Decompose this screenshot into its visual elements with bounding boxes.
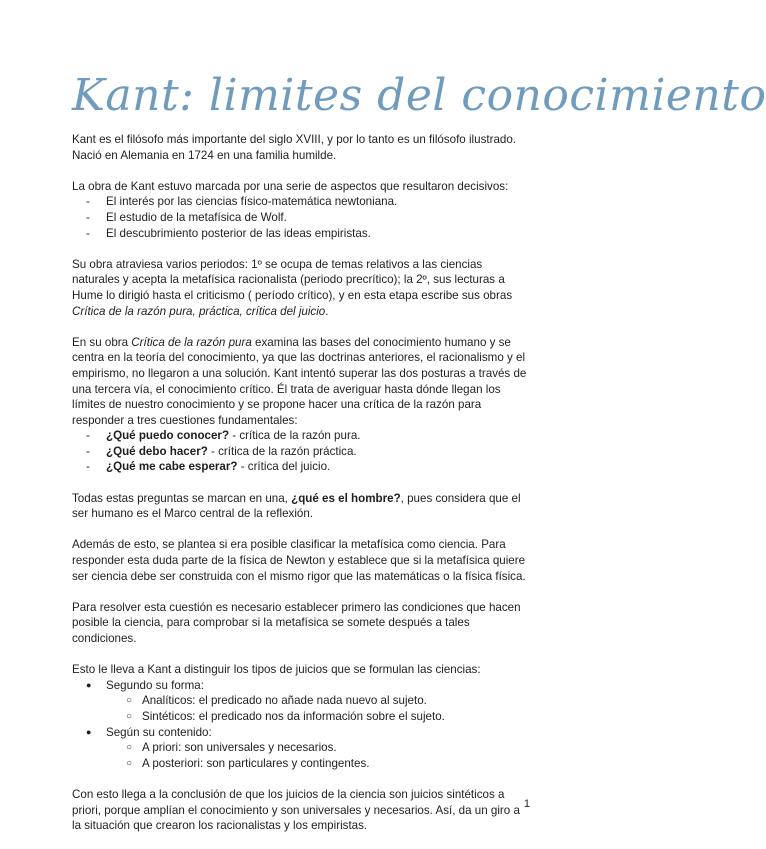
paragraph-judgments-intro: Esto le lleva a Kant a distinguir los tipos de juicios que se formulan las ciencias:	[72, 663, 481, 677]
question: ¿Qué puedo conocer?	[106, 429, 230, 443]
text-span: , pues considera que el ser humano es el Marco central de la reflexión.	[72, 491, 521, 521]
questions-list	[72, 428, 532, 475]
sub-list-item: ○ Analíticos: el predicado no añade nada nuevo al sujeto.	[72, 693, 532, 709]
paragraph-periods	[72, 257, 532, 319]
list-item	[72, 725, 532, 772]
question: ¿Qué debo hacer?	[106, 444, 208, 458]
paragraph-critique	[72, 335, 532, 429]
paragraph-conclusion: Con esto llega a la conclusión de que los juicios de la ciencia son juicios sintéticos a priori, porque amplían el conocimiento y son universales y necesarios. Así, da un giro a la situación que crearon los racionalistas y los empiristas.	[72, 787, 520, 833]
works-title: Crítica de la razón pura, práctica, crítica del juicio	[72, 304, 326, 318]
list-item	[72, 444, 532, 460]
list-item: - El estudio de la metafísica de Wolf.	[72, 210, 532, 226]
sub-list	[106, 740, 532, 771]
page-title: Kant: limites del conocimiento	[72, 70, 766, 121]
text-span: Todas estas preguntas se marcan en una,	[72, 491, 292, 505]
list-item	[72, 428, 532, 444]
judgment-category: Segundo su forma:	[106, 678, 204, 692]
paragraph-metaphysics: Además de esto, se plantea si era posible clasificar la metafísica como ciencia. Para responder esta duda parte de la física de Newton y establece que si la metafísica quiere ser ciencia debe ser construida con el mismo rigor que las matemáticas o la física física.	[72, 538, 526, 583]
text-span: En su obra	[72, 335, 132, 349]
list-item	[72, 459, 532, 475]
aspects-list	[72, 194, 532, 241]
paragraph-man	[72, 491, 532, 522]
page-number: 1	[523, 798, 530, 810]
paragraph-aspects-intro: La obra de Kant estuvo marcada por una serie de aspectos que resultaron decisivos:	[72, 179, 509, 193]
sub-list-item: ○ Sintéticos: el predicado nos da información sobre el sujeto.	[72, 709, 532, 725]
key-question: ¿qué es el hombre?	[291, 491, 401, 505]
paragraph-conditions: Para resolver esta cuestión es necesario establecer primero las condiciones que hacen posible la ciencia, para comprobar si la metafísica se somete después a tales condiciones.	[72, 600, 521, 645]
judgments-list	[72, 678, 532, 772]
text-span: Su obra atraviesa varios periodos: 1º se ocupa de temas relativos a las ciencias naturales y acepta la metafísica racionalista (periodo precrítico); la 2º, sus lecturas a Hume lo dirigió hasta el criticismo ( período crítico), y en esta etapa escribe sus obras	[72, 257, 513, 302]
work-title: Crítica de la razón pura	[131, 335, 252, 349]
judgment-category: Según su contenido:	[106, 725, 212, 739]
question: ¿Qué me cabe esperar?	[106, 460, 238, 474]
list-item	[72, 678, 532, 725]
text-span: examina las bases del conocimiento humano y se centra en la teoría del conocimiento, ya que las doctrinas anteriores, el racionalismo y el empirismo, no llegaron a una solución. Kant intentó superar las dos posturas a través de una tercera vía, el conocimiento crítico. Él trata de averiguar hasta dónde llegan los límites de nuestro conocimiento y se propone hacer una crítica de la razón para responder a tres cuestiones fundamentales:	[72, 335, 527, 427]
document-body	[72, 132, 532, 849]
sub-list-item: ○ A posteriori: son particulares y contingentes.	[72, 756, 532, 772]
text-span: .	[325, 304, 329, 318]
answer: - crítica de la razón práctica.	[207, 444, 357, 458]
answer: - crítica del juicio.	[237, 460, 331, 474]
paragraph-intro: Kant es el filósofo más importante del siglo XVIII, y por lo tanto es un filósofo ilustrado. Nació en Alemania en 1724 en una familia humilde.	[72, 133, 517, 162]
list-item: - El interés por las ciencias físico-matemática newtoniana.	[72, 194, 532, 210]
sub-list-item: ○ A priori: son universales y necesarios.	[72, 740, 532, 756]
answer: - crítica de la razón pura.	[229, 429, 361, 443]
list-item: - El descubrimiento posterior de las ideas empiristas.	[72, 226, 532, 242]
sub-list	[106, 693, 532, 724]
